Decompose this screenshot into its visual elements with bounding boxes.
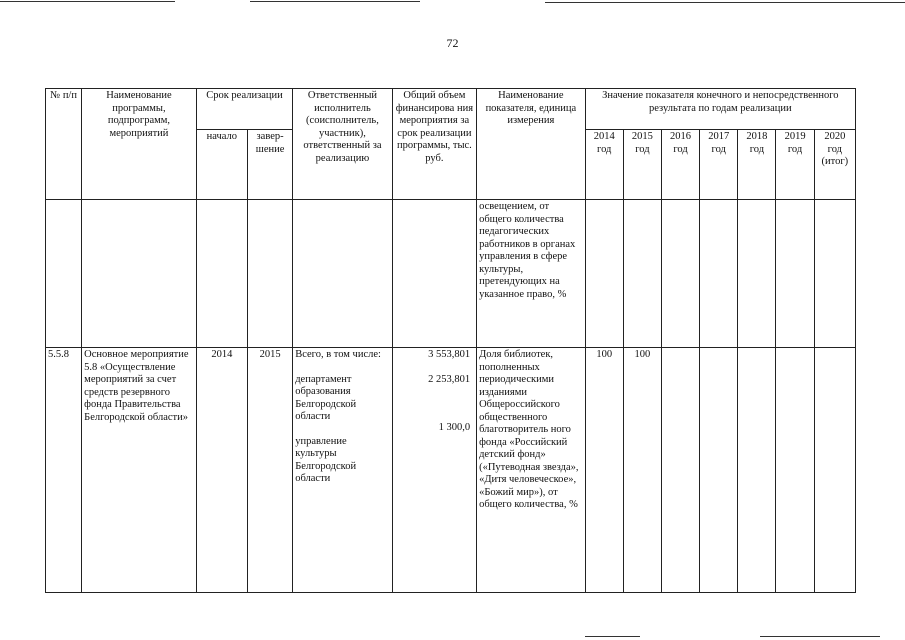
header-values-group: Значение показателя конечного и непосредственного результата по годам реализации [585,89,855,130]
responsible-culture-dept: управление культуры Белгородской области [295,435,357,484]
header-term-start: начало [196,130,247,200]
cell-empty [196,200,247,348]
table-row-continuation [46,200,856,348]
responsible-education-dept: департамент образования Белгородской области [295,373,357,422]
cell-empty [738,348,776,593]
header-no: № п/п [46,89,82,200]
scan-line-bottom-right [760,636,880,637]
year-value: 2017 [708,131,730,142]
cell-empty [392,200,476,348]
cell-empty [661,200,699,348]
continuation-indicator: освещением, от общего количества педагогических работников в органах управления в сфере культуры, претендующих на указанное право, % [477,200,586,348]
cell-empty [700,348,738,593]
cell-empty [661,348,699,593]
cell-empty [700,200,738,348]
year-label: год [597,143,612,155]
cell-empty [776,348,814,593]
header-term: Срок реализации [196,89,292,130]
year-label: год [635,143,650,155]
term-end-value: 2015 [247,348,292,593]
header-name: Наименование программы, подпрограмм, мероприятий [82,89,197,200]
activity-name: Основное мероприятие 5.8 «Осуществление мероприятий за счет средств резервного фонда Правительства Белгородской области» [82,348,197,593]
table-row-558 [46,348,856,593]
year-value: 2014 [593,131,615,142]
funding-total: 3 553,801 [428,349,471,360]
cell-empty [46,200,82,348]
year-label: год (итог) [821,143,849,167]
header-indicator: Наименование показателя, единица измерения [477,89,586,200]
cell-empty [293,200,392,348]
funding-culture-dept: 1 300,0 [438,422,471,433]
year-value: 2019 [784,131,806,142]
cell-empty [82,200,197,348]
cell-empty [247,200,292,348]
responsible-cell [293,348,392,593]
header-year-2014 [585,130,623,200]
header-year-2015 [623,130,661,200]
header-year-2016 [661,130,699,200]
indicator-cell: Доля библиотек, пополненных периодическими изданиями Общероссийского общественного благотворитель ного фонда «Российский детский фонд» («Путеводная звезда», «Дитя человеческое», «Божий мир»), от общего количества, % [477,348,586,593]
scan-line-top-right [545,2,905,3]
funding-cell [392,348,476,593]
year-label: год [711,143,726,155]
value-2015: 100 [623,348,661,593]
responsible-total: Всего, в том числе: [295,349,381,360]
cell-empty [814,348,855,593]
header-year-2019 [776,130,814,200]
scan-line-top-center [250,1,420,2]
year-value: 2015 [631,131,653,142]
header-funding: Общий объем финансирова ния мероприятия за срок реализации программы, тыс. руб. [392,89,476,200]
year-value: 2016 [670,131,692,142]
year-label: год [787,143,803,155]
header-year-2020 [814,130,855,200]
header-row-1 [46,89,856,130]
header-year-2018 [738,130,776,200]
value-2014: 100 [585,348,623,593]
cell-empty [738,200,776,348]
cell-empty [585,200,623,348]
year-label: год [749,143,765,155]
header-responsible: Ответственный исполнитель (соисполнитель, участник), ответственный за реализацию [293,89,392,200]
year-label: год [673,143,688,155]
funding-education-dept: 2 253,801 [428,373,471,385]
year-value: 2018 [746,131,768,142]
page-number: 72 [446,36,459,50]
program-table [45,88,856,593]
scan-line-top-left [0,1,175,2]
term-start-value: 2014 [196,348,247,593]
year-value: 2020 [824,131,846,142]
header-term-end: завер-шение [247,130,292,200]
cell-empty [814,200,855,348]
row-number: 5.5.8 [46,348,82,593]
cell-empty [623,200,661,348]
scan-line-bottom-center [585,636,640,637]
header-year-2017 [700,130,738,200]
cell-empty [776,200,814,348]
